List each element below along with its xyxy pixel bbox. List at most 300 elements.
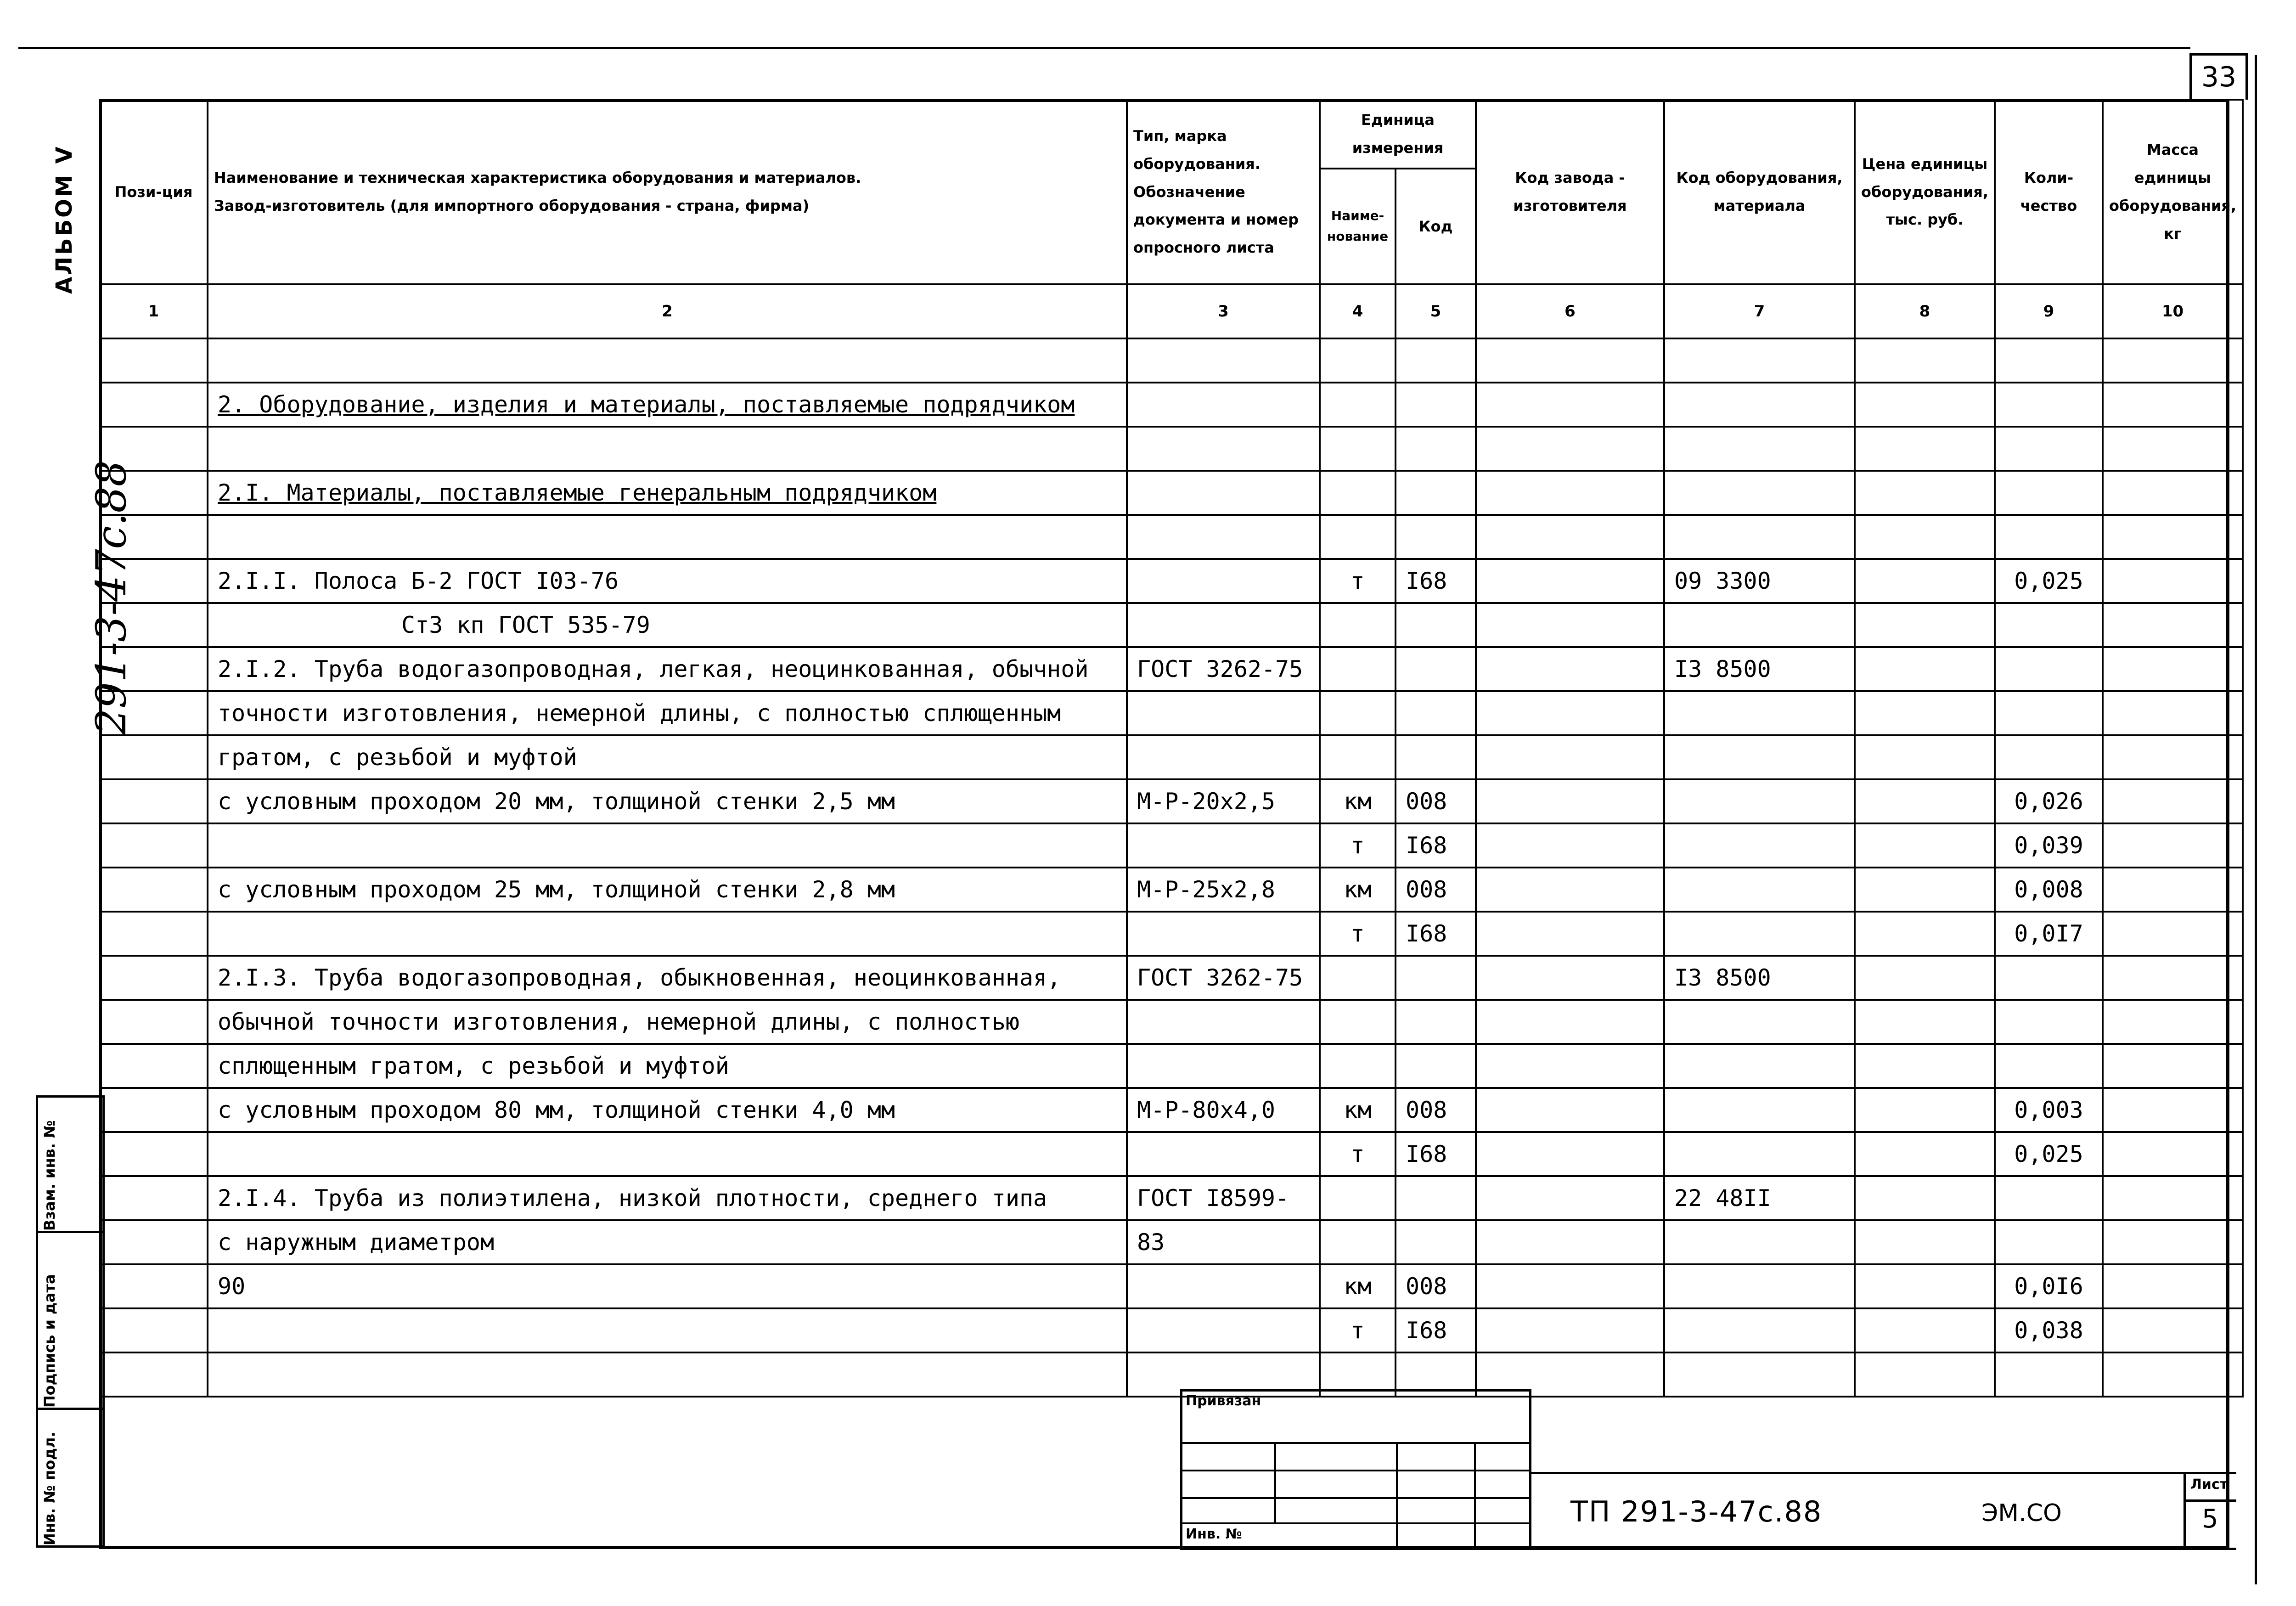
table-row xyxy=(100,338,2243,383)
cell-c2: с условным проходом 25 мм, толщиной стенки 2,8 мм xyxy=(208,868,1127,912)
cell-c4 xyxy=(1320,383,1396,427)
colnum-2: 2 xyxy=(208,284,1127,338)
side-label-podpis: Подпись и дата xyxy=(41,1274,58,1408)
header-unit-name: Наиме-нование xyxy=(1320,169,1396,284)
cell-c6 xyxy=(1476,383,1664,427)
cell-c10 xyxy=(2103,515,2243,559)
header-material-code: Код оборудования, материала xyxy=(1664,100,1855,284)
cell-c5 xyxy=(1396,515,1476,559)
specification-table xyxy=(99,99,2244,1398)
table-row xyxy=(100,647,2243,691)
cell-c5 xyxy=(1396,1000,1476,1044)
cell-c8 xyxy=(1855,1264,1995,1308)
header-mass: Масса единицы оборудования, кг xyxy=(2103,100,2243,284)
cell-c7: 22 48II xyxy=(1664,1176,1855,1220)
stamp-list-number: 5 xyxy=(2202,1504,2218,1534)
cell-c1 xyxy=(100,471,208,515)
cell-c6 xyxy=(1476,691,1664,735)
cell-c2: гратом, с резьбой и муфтой xyxy=(208,735,1127,779)
cell-c3 xyxy=(1127,427,1320,471)
table-row xyxy=(100,1044,2243,1088)
cell-c3 xyxy=(1127,1264,1320,1308)
cell-c10 xyxy=(2103,1176,2243,1220)
cell-c9 xyxy=(1995,735,2103,779)
column-number-row xyxy=(100,284,2243,338)
cell-c9 xyxy=(1995,383,2103,427)
cell-c5: I68 xyxy=(1396,1132,1476,1176)
cell-c3: 83 xyxy=(1127,1220,1320,1264)
table-row xyxy=(100,515,2243,559)
cell-c10 xyxy=(2103,1308,2243,1352)
cell-c4 xyxy=(1320,1000,1396,1044)
cell-c1 xyxy=(100,383,208,427)
cell-c3: М-Р-80х4,0 xyxy=(1127,1088,1320,1132)
stamp-line xyxy=(1180,1389,1529,1392)
cell-c7 xyxy=(1664,735,1855,779)
cell-c6 xyxy=(1476,823,1664,868)
cell-c9: 0,0I7 xyxy=(1995,912,2103,956)
cell-c5: 008 xyxy=(1396,1264,1476,1308)
cell-c3 xyxy=(1127,471,1320,515)
cell-c2: 90 xyxy=(208,1264,1127,1308)
cell-c6 xyxy=(1476,912,1664,956)
cell-c8 xyxy=(1855,1044,1995,1088)
cell-c4 xyxy=(1320,956,1396,1000)
cell-c4: т xyxy=(1320,559,1396,603)
stamp-mark: ЭМ.СО xyxy=(1981,1499,2062,1527)
cell-c6 xyxy=(1476,868,1664,912)
cell-c9 xyxy=(1995,956,2103,1000)
cell-c4: т xyxy=(1320,912,1396,956)
cell-c10 xyxy=(2103,1264,2243,1308)
cell-c10 xyxy=(2103,471,2243,515)
cell-c10 xyxy=(2103,868,2243,912)
cell-c1 xyxy=(100,1352,208,1397)
cell-c10 xyxy=(2103,559,2243,603)
cell-c8 xyxy=(1855,383,1995,427)
cell-c2 xyxy=(208,912,1127,956)
cell-c8 xyxy=(1855,471,1995,515)
table-row xyxy=(100,603,2243,647)
cell-c9 xyxy=(1995,691,2103,735)
cell-c7 xyxy=(1664,1000,1855,1044)
cell-c6 xyxy=(1476,1044,1664,1088)
cell-c3 xyxy=(1127,603,1320,647)
cell-c6 xyxy=(1476,956,1664,1000)
cell-c8 xyxy=(1855,735,1995,779)
right-border-line xyxy=(2255,55,2257,1584)
header-price: Цена единицы оборудования, тыс. руб. xyxy=(1855,100,1995,284)
cell-c5: 008 xyxy=(1396,868,1476,912)
cell-c9 xyxy=(1995,471,2103,515)
cell-c7 xyxy=(1664,383,1855,427)
cell-c1 xyxy=(100,559,208,603)
cell-c8 xyxy=(1855,1000,1995,1044)
cell-c10 xyxy=(2103,956,2243,1000)
cell-c6 xyxy=(1476,1308,1664,1352)
table-row xyxy=(100,1264,2243,1308)
cell-c7 xyxy=(1664,1088,1855,1132)
colnum-8: 8 xyxy=(1855,284,1995,338)
cell-c1 xyxy=(100,691,208,735)
colnum-1: 1 xyxy=(100,284,208,338)
stamp-line xyxy=(1180,1442,1529,1444)
cell-c8 xyxy=(1855,559,1995,603)
cell-c5 xyxy=(1396,1176,1476,1220)
cell-c3: М-Р-25х2,8 xyxy=(1127,868,1320,912)
cell-c2: с условным проходом 20 мм, толщиной стенки 2,5 мм xyxy=(208,779,1127,823)
cell-c4 xyxy=(1320,603,1396,647)
side-cell-inv xyxy=(36,1408,105,1548)
cell-c2: точности изготовления, немерной длины, с полностью сплющенным xyxy=(208,691,1127,735)
cell-c3: ГОСТ I8599- xyxy=(1127,1176,1320,1220)
cell-c5 xyxy=(1396,956,1476,1000)
cell-c7 xyxy=(1664,1044,1855,1088)
cell-c8 xyxy=(1855,868,1995,912)
cell-c2 xyxy=(208,1308,1127,1352)
cell-c5 xyxy=(1396,1220,1476,1264)
cell-c6 xyxy=(1476,735,1664,779)
stamp-privyazan: Привязан xyxy=(1186,1393,1261,1409)
cell-c2 xyxy=(208,515,1127,559)
cell-c1 xyxy=(100,647,208,691)
cell-c8 xyxy=(1855,691,1995,735)
stamp-line xyxy=(1180,1497,1529,1499)
cell-c5 xyxy=(1396,338,1476,383)
cell-c2 xyxy=(208,1352,1127,1397)
stamp-list-label: Лист xyxy=(2190,1476,2228,1493)
cell-c5 xyxy=(1396,471,1476,515)
colnum-3: 3 xyxy=(1127,284,1320,338)
cell-c1 xyxy=(100,603,208,647)
cell-c8 xyxy=(1855,912,1995,956)
cell-c10 xyxy=(2103,1132,2243,1176)
table-row xyxy=(100,912,2243,956)
cell-c3 xyxy=(1127,559,1320,603)
sheet-number: 33 xyxy=(2189,53,2248,100)
cell-c4 xyxy=(1320,515,1396,559)
table-row xyxy=(100,383,2243,427)
cell-c1 xyxy=(100,868,208,912)
cell-c2: обычной точности изготовления, немерной длины, с полностью xyxy=(208,1000,1127,1044)
cell-c4 xyxy=(1320,427,1396,471)
cell-c7 xyxy=(1664,1264,1855,1308)
cell-c9 xyxy=(1995,1176,2103,1220)
cell-c9 xyxy=(1995,1220,2103,1264)
cell-c3 xyxy=(1127,1044,1320,1088)
table-row xyxy=(100,956,2243,1000)
album-label: АЛЬБОМ V xyxy=(51,145,77,294)
cell-c2 xyxy=(208,823,1127,868)
cell-c9: 0,038 xyxy=(1995,1308,2103,1352)
cell-c2: 2. Оборудование, изделия и материалы, поставляемые подрядчиком xyxy=(208,383,1127,427)
table-row xyxy=(100,823,2243,868)
vertical-doc-number: 291-3-47с.88 xyxy=(87,460,135,735)
cell-c2 xyxy=(208,338,1127,383)
cell-c4: км xyxy=(1320,779,1396,823)
cell-c6 xyxy=(1476,779,1664,823)
table-row xyxy=(100,735,2243,779)
cell-c9: 0,025 xyxy=(1995,1132,2103,1176)
cell-c6 xyxy=(1476,338,1664,383)
cell-c5: I68 xyxy=(1396,559,1476,603)
header-type: Тип, марка оборудования. Обозначение документа и номер опросного листа xyxy=(1127,100,1320,284)
cell-c3: М-Р-20х2,5 xyxy=(1127,779,1320,823)
cell-c6 xyxy=(1476,1088,1664,1132)
cell-c10 xyxy=(2103,1088,2243,1132)
cell-c4 xyxy=(1320,1176,1396,1220)
cell-c1 xyxy=(100,779,208,823)
table-row xyxy=(100,1308,2243,1352)
cell-c4 xyxy=(1320,338,1396,383)
header-maker-code: Код завода - изготовителя xyxy=(1476,100,1664,284)
cell-c7 xyxy=(1664,1220,1855,1264)
cell-c9: 0,003 xyxy=(1995,1088,2103,1132)
cell-c4 xyxy=(1320,735,1396,779)
cell-c3 xyxy=(1127,515,1320,559)
colnum-6: 6 xyxy=(1476,284,1664,338)
cell-c5 xyxy=(1396,691,1476,735)
cell-c9: 0,008 xyxy=(1995,868,2103,912)
cell-c8 xyxy=(1855,1132,1995,1176)
cell-c4: т xyxy=(1320,1308,1396,1352)
cell-c9 xyxy=(1995,1044,2103,1088)
cell-c2 xyxy=(208,427,1127,471)
cell-c1 xyxy=(100,427,208,471)
cell-c7 xyxy=(1664,515,1855,559)
side-cell-vzam xyxy=(36,1095,105,1233)
cell-c1 xyxy=(100,1132,208,1176)
cell-c4: км xyxy=(1320,1264,1396,1308)
cell-c4: т xyxy=(1320,1132,1396,1176)
cell-c4 xyxy=(1320,471,1396,515)
cell-c5 xyxy=(1396,647,1476,691)
cell-c5 xyxy=(1396,427,1476,471)
cell-c8 xyxy=(1855,603,1995,647)
stamp-line xyxy=(2183,1499,2236,1502)
cell-c10 xyxy=(2103,912,2243,956)
cell-c6 xyxy=(1476,1132,1664,1176)
cell-c1 xyxy=(100,515,208,559)
header-name-line2: Завод-изготовитель (для импортного оборудования - страна, фирма) xyxy=(214,197,810,214)
table-row xyxy=(100,691,2243,735)
cell-c9 xyxy=(1995,515,2103,559)
cell-c4 xyxy=(1320,1044,1396,1088)
cell-c7 xyxy=(1664,823,1855,868)
colnum-10: 10 xyxy=(2103,284,2243,338)
cell-c1 xyxy=(100,823,208,868)
cell-c8 xyxy=(1855,956,1995,1000)
cell-c3 xyxy=(1127,691,1320,735)
cell-c6 xyxy=(1476,1176,1664,1220)
cell-c8 xyxy=(1855,427,1995,471)
header-row xyxy=(100,100,2243,169)
cell-c8 xyxy=(1855,1176,1995,1220)
top-border-line xyxy=(18,47,2190,49)
colnum-7: 7 xyxy=(1664,284,1855,338)
cell-c9 xyxy=(1995,338,2103,383)
stamp-line xyxy=(1180,1470,1529,1471)
stamp-line xyxy=(1180,1548,2236,1550)
cell-c10 xyxy=(2103,691,2243,735)
header-unit-group: Единица измерения xyxy=(1320,100,1476,169)
cell-c4: км xyxy=(1320,1088,1396,1132)
cell-c1 xyxy=(100,956,208,1000)
cell-c10 xyxy=(2103,779,2243,823)
cell-c10 xyxy=(2103,383,2243,427)
cell-c2: 2.I.2. Труба водогазопроводная, легкая, неоцинкованная, обычной xyxy=(208,647,1127,691)
cell-c7 xyxy=(1664,471,1855,515)
stamp-inv-no: Инв. № xyxy=(1186,1526,1242,1542)
side-label-inv: Инв. № подл. xyxy=(41,1431,58,1545)
cell-c1 xyxy=(100,1088,208,1132)
stamp-line xyxy=(1396,1442,1398,1548)
table-row xyxy=(100,1088,2243,1132)
cell-c7 xyxy=(1664,691,1855,735)
cell-c10 xyxy=(2103,735,2243,779)
cell-c7 xyxy=(1664,868,1855,912)
cell-c9 xyxy=(1995,647,2103,691)
cell-c10 xyxy=(2103,1044,2243,1088)
cell-c3 xyxy=(1127,823,1320,868)
cell-c6 xyxy=(1476,647,1664,691)
cell-c7: I3 8500 xyxy=(1664,647,1855,691)
cell-c10 xyxy=(2103,427,2243,471)
cell-c6 xyxy=(1476,603,1664,647)
cell-c8 xyxy=(1855,779,1995,823)
cell-c7: 09 3300 xyxy=(1664,559,1855,603)
table-row xyxy=(100,868,2243,912)
stamp-doc-code: ТП 291-3-47с.88 xyxy=(1570,1495,1823,1528)
table-row xyxy=(100,1000,2243,1044)
side-stamp xyxy=(36,1095,105,1548)
cell-c7 xyxy=(1664,912,1855,956)
cell-c6 xyxy=(1476,471,1664,515)
cell-c7 xyxy=(1664,338,1855,383)
stamp-line xyxy=(1474,1442,1476,1548)
header-position: Пози-ция xyxy=(100,100,208,284)
cell-c5: I68 xyxy=(1396,1308,1476,1352)
cell-c1 xyxy=(100,1308,208,1352)
cell-c3 xyxy=(1127,912,1320,956)
cell-c5 xyxy=(1396,735,1476,779)
cell-c9 xyxy=(1995,427,2103,471)
cell-c8 xyxy=(1855,1220,1995,1264)
cell-c9: 0,025 xyxy=(1995,559,2103,603)
cell-c3 xyxy=(1127,735,1320,779)
cell-c2: Ст3 кп ГОСТ 535-79 xyxy=(208,603,1127,647)
cell-c2 xyxy=(208,1132,1127,1176)
cell-c4: т xyxy=(1320,823,1396,868)
cell-c4: км xyxy=(1320,868,1396,912)
cell-c3 xyxy=(1127,1132,1320,1176)
header-unit-code: Код xyxy=(1396,169,1476,284)
cell-c1 xyxy=(100,1220,208,1264)
cell-c7: I3 8500 xyxy=(1664,956,1855,1000)
stamp-line xyxy=(1180,1522,1529,1524)
colnum-9: 9 xyxy=(1995,284,2103,338)
cell-c1 xyxy=(100,338,208,383)
header-quantity: Коли-чество xyxy=(1995,100,2103,284)
cell-c10 xyxy=(2103,1220,2243,1264)
cell-c7 xyxy=(1664,1132,1855,1176)
cell-c5: I68 xyxy=(1396,823,1476,868)
table-row xyxy=(100,559,2243,603)
cell-c5 xyxy=(1396,1044,1476,1088)
cell-c3 xyxy=(1127,1308,1320,1352)
cell-c6 xyxy=(1476,1000,1664,1044)
header-name-line1: Наименование и техническая характеристика оборудования и материалов. xyxy=(214,169,861,187)
cell-c1 xyxy=(100,1176,208,1220)
cell-c10 xyxy=(2103,823,2243,868)
cell-c1 xyxy=(100,1044,208,1088)
cell-c9: 0,0I6 xyxy=(1995,1264,2103,1308)
cell-c10 xyxy=(2103,338,2243,383)
cell-c5: I68 xyxy=(1396,912,1476,956)
cell-c5 xyxy=(1396,603,1476,647)
cell-c3 xyxy=(1127,338,1320,383)
side-cell-podpis xyxy=(36,1231,105,1410)
cell-c6 xyxy=(1476,1220,1664,1264)
cell-c1 xyxy=(100,912,208,956)
table-row xyxy=(100,1132,2243,1176)
cell-c9: 0,039 xyxy=(1995,823,2103,868)
table-row xyxy=(100,779,2243,823)
cell-c8 xyxy=(1855,823,1995,868)
header-name xyxy=(208,100,1127,284)
cell-c9: 0,026 xyxy=(1995,779,2103,823)
stamp-line xyxy=(2183,1472,2186,1548)
stamp-line xyxy=(1529,1389,1531,1548)
colnum-4: 4 xyxy=(1320,284,1396,338)
cell-c2: 2.I. Материалы, поставляемые генеральным подрядчиком xyxy=(208,471,1127,515)
side-label-vzam: Взам. инв. № xyxy=(41,1120,58,1231)
cell-c10 xyxy=(2103,603,2243,647)
cell-c9 xyxy=(1995,603,2103,647)
cell-c7 xyxy=(1664,427,1855,471)
cell-c4 xyxy=(1320,647,1396,691)
cell-c5: 008 xyxy=(1396,1088,1476,1132)
cell-c2: с наружным диаметром xyxy=(208,1220,1127,1264)
colnum-5: 5 xyxy=(1396,284,1476,338)
stamp-line xyxy=(1274,1442,1276,1522)
cell-c6 xyxy=(1476,1264,1664,1308)
cell-c6 xyxy=(1476,559,1664,603)
cell-c2: с условным проходом 80 мм, толщиной стенки 4,0 мм xyxy=(208,1088,1127,1132)
table-row xyxy=(100,427,2243,471)
cell-c8 xyxy=(1855,515,1995,559)
cell-c3: ГОСТ 3262-75 xyxy=(1127,956,1320,1000)
table-body xyxy=(100,338,2243,1397)
cell-c7 xyxy=(1664,1308,1855,1352)
cell-c2: 2.I.4. Труба из полиэтилена, низкой плотности, среднего типа xyxy=(208,1176,1127,1220)
cell-c6 xyxy=(1476,515,1664,559)
table-row xyxy=(100,1176,2243,1220)
cell-c3 xyxy=(1127,1000,1320,1044)
cell-c7 xyxy=(1664,603,1855,647)
cell-c4 xyxy=(1320,691,1396,735)
cell-c2: сплющенным гратом, с резьбой и муфтой xyxy=(208,1044,1127,1088)
table-row xyxy=(100,1220,2243,1264)
cell-c1 xyxy=(100,735,208,779)
cell-c4 xyxy=(1320,1220,1396,1264)
cell-c5: 008 xyxy=(1396,779,1476,823)
cell-c8 xyxy=(1855,338,1995,383)
cell-c7 xyxy=(1664,779,1855,823)
cell-c10 xyxy=(2103,647,2243,691)
cell-c8 xyxy=(1855,647,1995,691)
cell-c9 xyxy=(1995,1000,2103,1044)
